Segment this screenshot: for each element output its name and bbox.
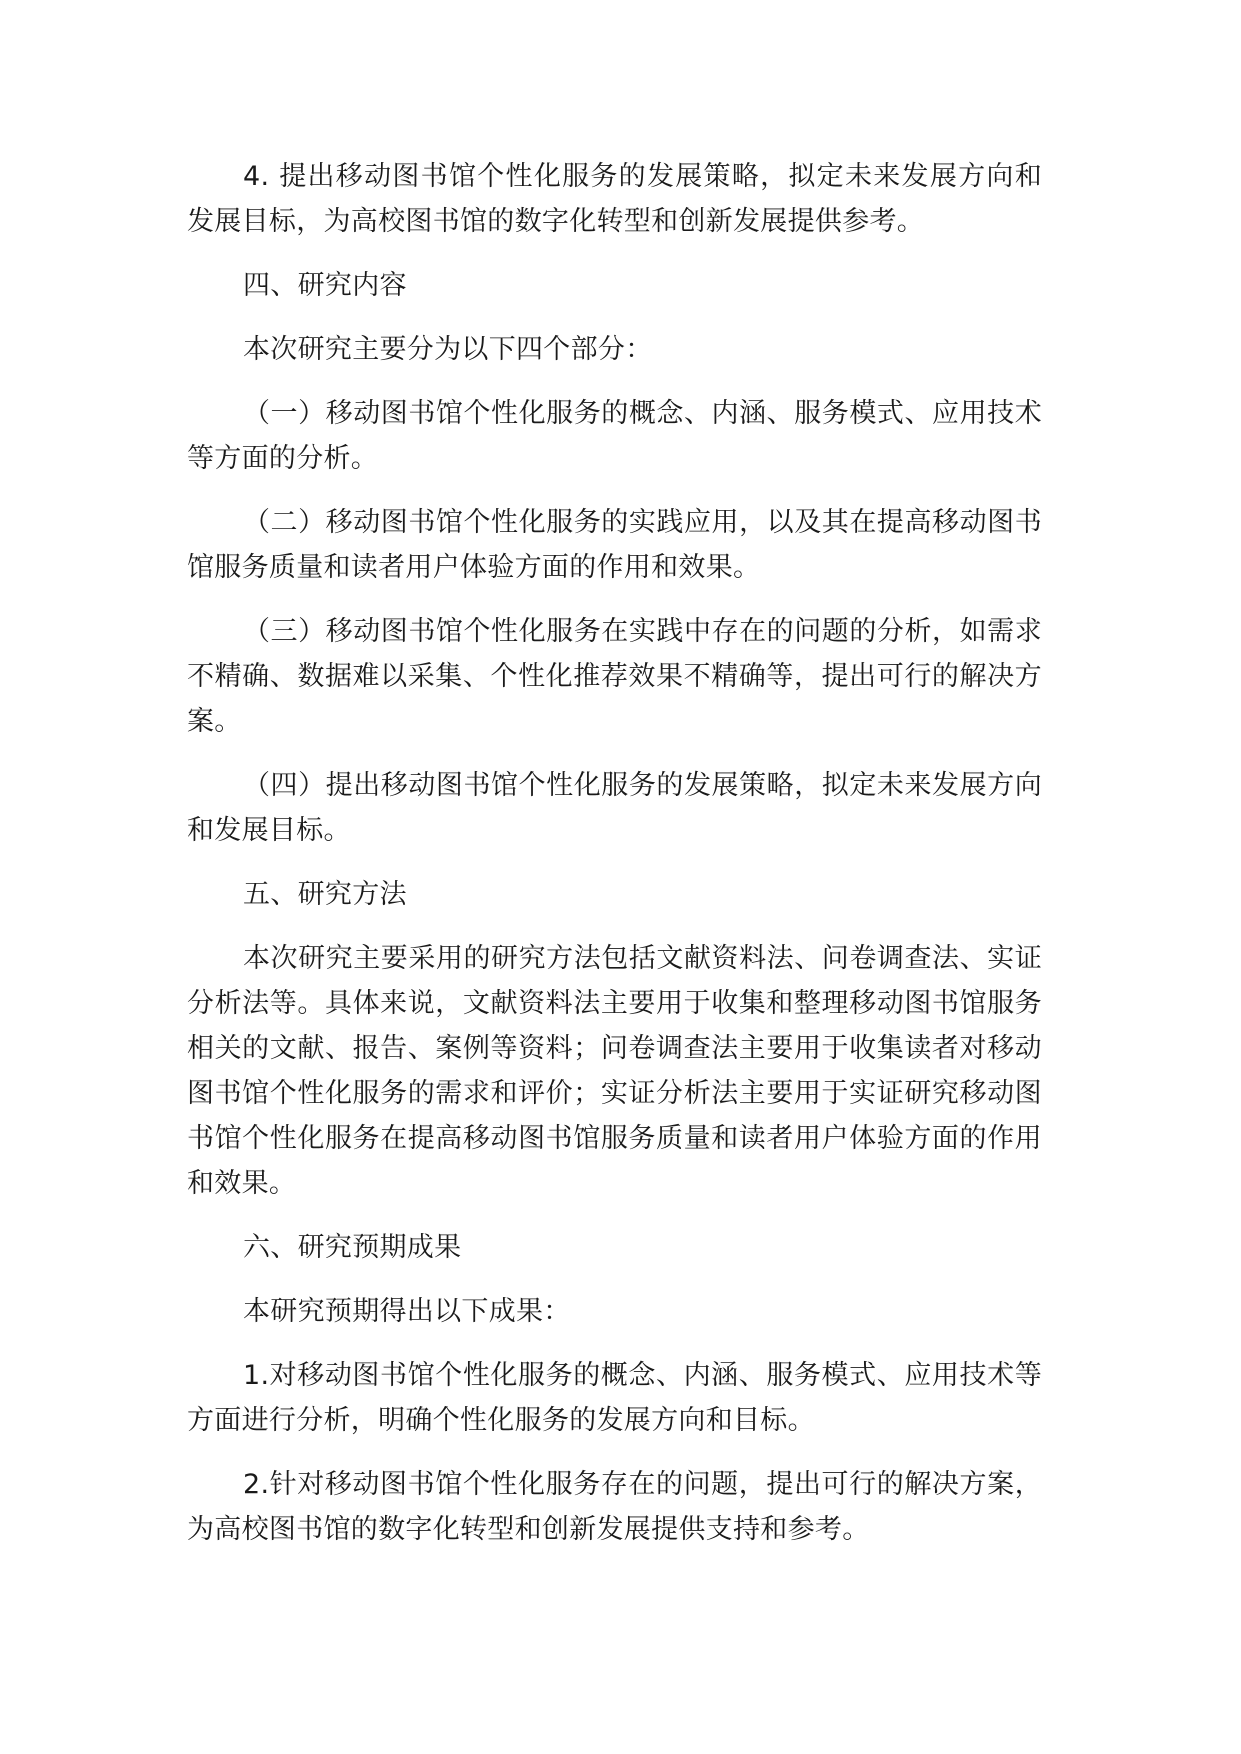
- section-heading-expected-results: 六、研究预期成果: [243, 1232, 462, 1263]
- paragraph-content-part-1: （一）移动图书馆个性化服务的概念、内涵、服务模式、应用技术等方面的分析。: [187, 398, 1042, 474]
- document-body: [187, 154, 1042, 1552]
- paragraph-results-intro: 本研究预期得出以下成果：: [243, 1296, 571, 1327]
- paragraph-content-part-3: （三）移动图书馆个性化服务在实践中存在的问题的分析，如需求不精确、数据难以采集、个性化推荐效果不精确等，提出可行的解决方案。: [187, 616, 1042, 737]
- paragraph-result-2: 2.针对移动图书馆个性化服务存在的问题，提出可行的解决方案，为高校图书馆的数字化转型和创新发展提供支持和参考。: [187, 1469, 1042, 1545]
- section-heading-research-method: 五、研究方法: [243, 879, 407, 910]
- paragraph-content-intro: 本次研究主要分为以下四个部分：: [243, 334, 653, 365]
- section-heading-research-content: 四、研究内容: [243, 270, 407, 301]
- paragraph-method-detail: 本次研究主要采用的研究方法包括文献资料法、问卷调查法、实证分析法等。具体来说，文献资料法主要用于收集和整理移动图书馆服务相关的文献、报告、案例等资料；问卷调查法主要用于收集读者对移动图书馆个性化服务的需求和评价；实证分析法主要用于实证研究移动图书馆个性化服务在提高移动图书馆服务质量和读者用户体验方面的作用和效果。: [187, 943, 1042, 1199]
- paragraph-content-part-2: （二）移动图书馆个性化服务的实践应用，以及其在提高移动图书馆服务质量和读者用户体验方面的作用和效果。: [187, 507, 1042, 583]
- paragraph-objective-4: 4. 提出移动图书馆个性化服务的发展策略，拟定未来发展方向和发展目标，为高校图书馆的数字化转型和创新发展提供参考。: [187, 161, 1042, 237]
- paragraph-content-part-4: （四）提出移动图书馆个性化服务的发展策略，拟定未来发展方向和发展目标。: [187, 770, 1042, 846]
- paragraph-result-1: 1.对移动图书馆个性化服务的概念、内涵、服务模式、应用技术等方面进行分析，明确个性化服务的发展方向和目标。: [187, 1360, 1042, 1436]
